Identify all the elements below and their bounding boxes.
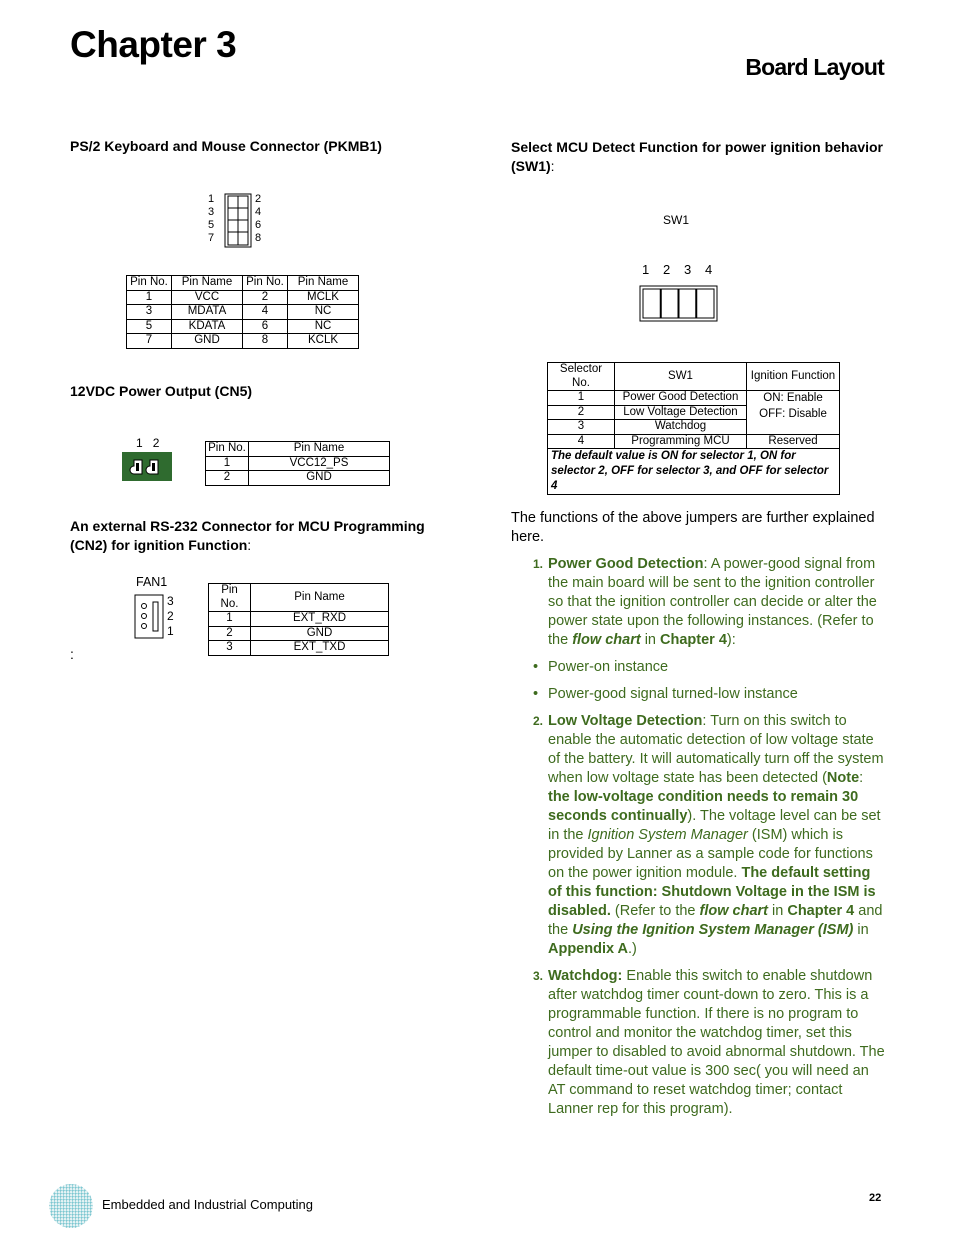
item-italic: Ignition System Manager <box>587 827 748 843</box>
table-cell: Power Good Detection <box>615 391 747 406</box>
table-row <box>127 334 359 349</box>
item-bold: the low-voltage condition needs to remain 30 seconds continually <box>548 789 859 824</box>
switch-number: 1 <box>642 262 650 277</box>
section-title: Board Layout <box>745 54 884 80</box>
table-row <box>209 641 389 656</box>
list-item-bullet: • Power-good signal turned-low instance <box>533 686 798 702</box>
item-text: and the <box>548 903 883 938</box>
table-cell: 2 <box>548 405 615 420</box>
table-cell: NC <box>288 305 359 320</box>
table-cell: 4 <box>548 434 615 449</box>
cn5-heading: 12VDC Power Output (CN5) <box>70 383 253 399</box>
company-logo-icon <box>47 1183 95 1229</box>
table-header: Pin Name <box>251 584 389 612</box>
table-cell: 8 <box>243 334 288 349</box>
item-text: (ISM) which is provided by Lanner as a sample code for functions on the power ignition module. <box>548 827 873 881</box>
switch-number: 2 <box>663 262 671 277</box>
table-cell: 4 <box>243 305 288 320</box>
ignition-off-text: OFF: Disable <box>759 407 827 420</box>
cn2-heading-bold: An external RS-232 Connector for MCU Programming (CN2) for ignition Function <box>70 518 425 553</box>
pin-label: 1 <box>208 193 215 205</box>
table-cell: 3 <box>127 305 172 320</box>
pin-label: 5 <box>208 219 215 231</box>
list-number: 1. <box>533 557 544 571</box>
switch-number: 3 <box>684 262 692 277</box>
table-cell: MDATA <box>172 305 243 320</box>
sw1-selector-table <box>547 362 840 495</box>
table-cell: 5 <box>127 319 172 334</box>
bullet-text: Power-on instance <box>548 659 669 675</box>
sw1-heading-tail: : <box>550 158 555 174</box>
sw1-dip-switch-icon <box>639 285 719 323</box>
cn5-power-connector-icon <box>122 452 172 482</box>
table-cell: 1 <box>209 612 251 627</box>
table-cell: MCLK <box>288 290 359 305</box>
table-cell: 2 <box>243 290 288 305</box>
table-row <box>127 305 359 320</box>
fan1-connector-icon <box>134 594 166 640</box>
switch-number: 4 <box>705 262 713 277</box>
footer-text: Embedded and Industrial Computing <box>102 1197 314 1212</box>
item-text: in <box>853 922 869 938</box>
cn5-pin-table <box>205 441 390 486</box>
pkmb1-right-pins <box>255 193 261 245</box>
table-cell: 3 <box>548 420 615 435</box>
table-cell: Low Voltage Detection <box>615 405 747 420</box>
bullet-text: Power-good signal turned-low instance <box>548 686 798 702</box>
table-row <box>127 319 359 334</box>
table-header: Ignition Function <box>747 363 840 391</box>
pin-label: 4 <box>255 206 262 218</box>
pkmb1-left-pins <box>208 193 214 245</box>
table-cell: GND <box>249 471 390 486</box>
pkmb1-pin-table <box>126 275 359 349</box>
table-row <box>206 471 390 486</box>
pin-label: 1 <box>136 436 143 450</box>
table-row <box>548 434 840 449</box>
pin-label: 8 <box>255 232 262 244</box>
default-value-note: The default value is ON for selector 1, ON for selector 2, OFF for selector 3, and OFF for selector 4 <box>548 449 840 495</box>
fan1-pin-labels <box>167 594 174 639</box>
table-cell: EXT_TXD <box>251 641 389 656</box>
item-emphasis: flow chart <box>572 632 641 648</box>
table-header: Pin Name <box>288 276 359 291</box>
table-header-row <box>209 584 389 612</box>
table-cell: VCC <box>172 290 243 305</box>
item-text: : Turn on this switch to enable the automatic detection of low voltage state of the battery. It will automatically turn off the system when low voltage state has been detected ( <box>548 713 884 786</box>
item-bold: Chapter 4 <box>787 903 855 919</box>
table-header-row <box>548 363 840 391</box>
table-cell: 1 <box>548 391 615 406</box>
item-text: .) <box>628 941 637 957</box>
item-emphasis: Using the Ignition System Manager (ISM) <box>572 922 854 938</box>
pin-label: 2 <box>255 193 262 205</box>
table-cell: 1 <box>206 456 249 471</box>
pin-label: 2 <box>167 609 174 623</box>
sw1-heading-bold: Select MCU Detect Function for power ignition behavior (SW1) <box>511 139 883 174</box>
pin-label: 6 <box>255 219 262 231</box>
table-header: Pin No. <box>127 276 172 291</box>
sw1-label: SW1 <box>663 213 690 227</box>
page-number: 22 <box>869 1192 882 1204</box>
item-text: ). The voltage level can be set in the <box>548 808 881 843</box>
table-cell: Reserved <box>747 434 840 449</box>
table-header: Pin No. <box>243 276 288 291</box>
item-text: ): <box>726 632 736 648</box>
table-row <box>548 391 840 406</box>
table-cell: 1 <box>127 290 172 305</box>
pkmb1-header-icon <box>224 193 253 249</box>
item-title: Watchdog: <box>548 968 623 984</box>
list-number: 2. <box>533 714 544 728</box>
table-cell: 7 <box>127 334 172 349</box>
list-item-power-good <box>511 555 886 650</box>
table-cell: KDATA <box>172 319 243 334</box>
ignition-on-text: ON: Enable <box>763 392 823 404</box>
explain-intro: The functions of the above jumpers are further explained here. <box>511 510 875 545</box>
item-bold: Note <box>826 770 860 786</box>
pin-label: 7 <box>208 232 215 244</box>
table-row <box>548 449 840 495</box>
item-bold: The default setting of this function: Shutdown Voltage in the ISM is disabled. <box>548 865 876 919</box>
item-text: : <box>859 770 864 786</box>
table-header: Selector No. <box>548 363 615 391</box>
table-header-row <box>206 442 390 457</box>
table-header: Pin No. <box>209 584 251 612</box>
item-emphasis: flow chart <box>699 903 768 919</box>
function-list <box>511 555 886 1127</box>
table-row <box>127 290 359 305</box>
list-number: 3. <box>533 969 544 983</box>
pin-label: 3 <box>208 206 215 218</box>
table-header: Pin Name <box>172 276 243 291</box>
table-cell: 3 <box>209 641 251 656</box>
cn5-pin-labels <box>136 436 159 450</box>
pkmb1-heading: PS/2 Keyboard and Mouse Connector (PKMB1) <box>70 138 382 154</box>
cn2-pin-table <box>208 583 389 656</box>
item-title: Low Voltage Detection <box>548 713 703 729</box>
cn2-heading <box>70 517 450 555</box>
table-cell: 2 <box>206 471 249 486</box>
item-text: in <box>640 632 661 648</box>
item-text: in <box>768 903 788 919</box>
cn2-heading-tail: : <box>247 537 252 553</box>
table-row <box>206 456 390 471</box>
chapter-title: Chapter 3 <box>70 24 237 65</box>
table-header-row <box>127 276 359 291</box>
item-text: : A power-good signal from the main board will be sent to the ignition controller so that the ignition controller can decide or alter the power state upon the following instances. (Refer to the <box>548 556 877 648</box>
list-item-bullet: • Power-on instance <box>533 659 669 675</box>
table-cell: Programming MCU <box>615 434 747 449</box>
table-cell: GND <box>251 626 389 641</box>
table-header: Pin No. <box>206 442 249 457</box>
item-text: Enable this switch to enable shutdown after watchdog timer count-down to zero. This is a programmable function. If there is no program to control and monitor the watchdog timer, set this jumper to disabled to avoid abnormal shutdown. The default time-out value is 300 sec( you will need an AT command to reset watchdog timer; contact Lanner rep for this program). <box>548 968 885 1117</box>
table-row <box>209 612 389 627</box>
sw1-heading <box>511 138 883 176</box>
table-cell: KCLK <box>288 334 359 349</box>
list-item-watchdog <box>511 967 886 1119</box>
table-header: SW1 <box>615 363 747 391</box>
table-cell: EXT_RXD <box>251 612 389 627</box>
pin-label: 2 <box>152 436 160 450</box>
fan1-label: FAN1 <box>136 575 168 589</box>
item-text: (Refer to the <box>610 903 700 919</box>
ignition-function-cell <box>747 391 840 435</box>
table-cell: NC <box>288 319 359 334</box>
item-title: Power Good Detection <box>548 556 704 572</box>
stray-colon: : <box>70 646 74 662</box>
item-bold: Appendix A <box>548 941 629 957</box>
table-cell: GND <box>172 334 243 349</box>
table-cell: 2 <box>209 626 251 641</box>
table-cell: VCC12_PS <box>249 456 390 471</box>
pin-label: 3 <box>167 594 174 608</box>
table-cell: 6 <box>243 319 288 334</box>
pkmb1-connector-diagram <box>205 193 265 249</box>
list-item-low-voltage <box>511 712 886 959</box>
table-cell: Watchdog <box>615 420 747 435</box>
item-bold: Chapter 4 <box>660 632 727 648</box>
pin-label: 1 <box>167 624 174 638</box>
table-row <box>209 626 389 641</box>
table-header: Pin Name <box>249 442 390 457</box>
